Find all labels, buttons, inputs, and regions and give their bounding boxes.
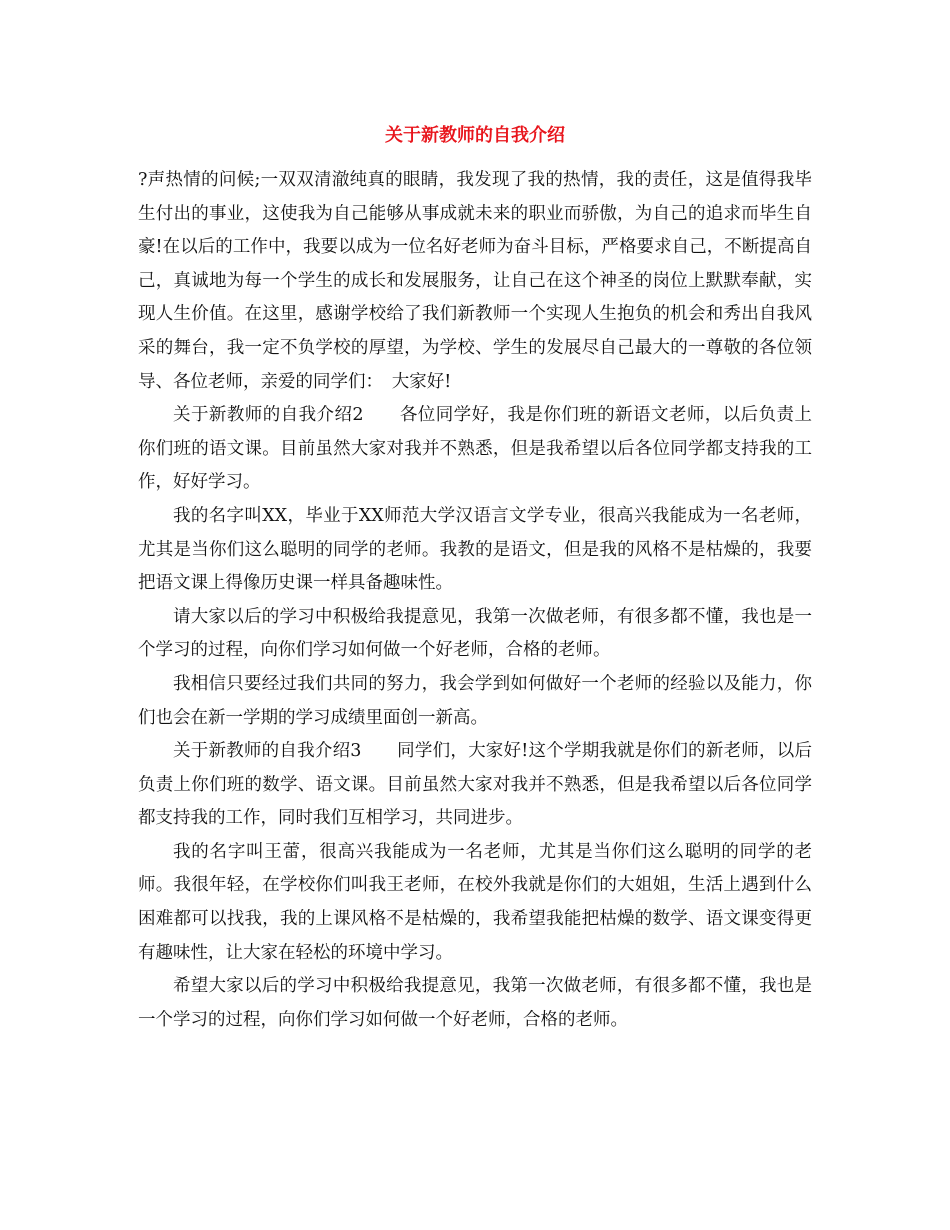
paragraph-2: 关于新教师的自我介绍2 各位同学好，我是你们班的新语文老师，以后负责上你们班的语文课。目前虽然大家对我并不熟悉，但是我希望以后各位同学都支持我的工作，好好学习。 (138, 405, 812, 493)
paragraph-6: 关于新教师的自我介绍3 同学们，大家好!这个学期我就是你们的新老师，以后负责上你们班的数学、语文课。目前虽然大家对我并不熟悉，但是我希望以后各位同学都支持我的工作，同时我们互相学习，共同进步。 (138, 741, 812, 829)
paragraph-4: 请大家以后的学习中积极给我提意见，我第一次做老师，有很多都不懂，我也是一个学习的过程，向你们学习如何做一个好老师，合格的老师。 (138, 606, 812, 661)
paragraph-1: ?声热情的问候;一双双清澈纯真的眼睛，我发现了我的热情，我的责任，这是值得我毕生付出的事业，这使我为自己能够从事成就未来的职业而骄傲，为自己的追求而毕生自豪!在以后的工作中，我要以成为一位名好老师为奋斗目标，严格要求自己，不断提高自己，真诚地为每一个学生的成长和发展服务，让自己在这个神圣的岗位上默默奉献，实现人生价值。在这里，感谢学校给了我们新教师一个实现人生抱负的机会和秀出自我风采的舞台，我一定不负学校的厚望，为学校、学生的发展尽自己最大的一尊敬的各位领导、各位老师，亲爱的同学们： 大家好! (138, 170, 812, 392)
paragraph-8: 希望大家以后的学习中积极给我提意见，我第一次做老师，有很多都不懂，我也是一个学习的过程，向你们学习如何做一个好老师，合格的老师。 (138, 976, 812, 1030)
document-body (138, 164, 812, 1037)
document-title: 关于新教师的自我介绍 (385, 125, 565, 146)
paragraph-5: 我相信只要经过我们共同的努力，我会学到如何做好一个老师的经验以及能力，你们也会在新一学期的学习成绩里面创一新高。 (138, 673, 812, 728)
paragraph-7: 我的名字叫王蕾，很高兴我能成为一名老师，尤其是当你们这么聪明的同学的老师。我很年轻，在学校你们叫我王老师，在校外我就是你们的大姐姐，生活上遇到什么困难都可以找我，我的上课风格不是枯燥的，我希望我能把枯燥的数学、语文课变得更有趣味性，让大家在轻松的环境中学习。 (138, 841, 812, 963)
paragraph-3: 我的名字叫XX，毕业于XX师范大学汉语言文学专业，很高兴我能成为一名老师，尤其是当你们这么聪明的同学的老师。我教的是语文，但是我的风格不是枯燥的，我要把语文课上得像历史课一样具备趣味性。 (138, 505, 812, 594)
